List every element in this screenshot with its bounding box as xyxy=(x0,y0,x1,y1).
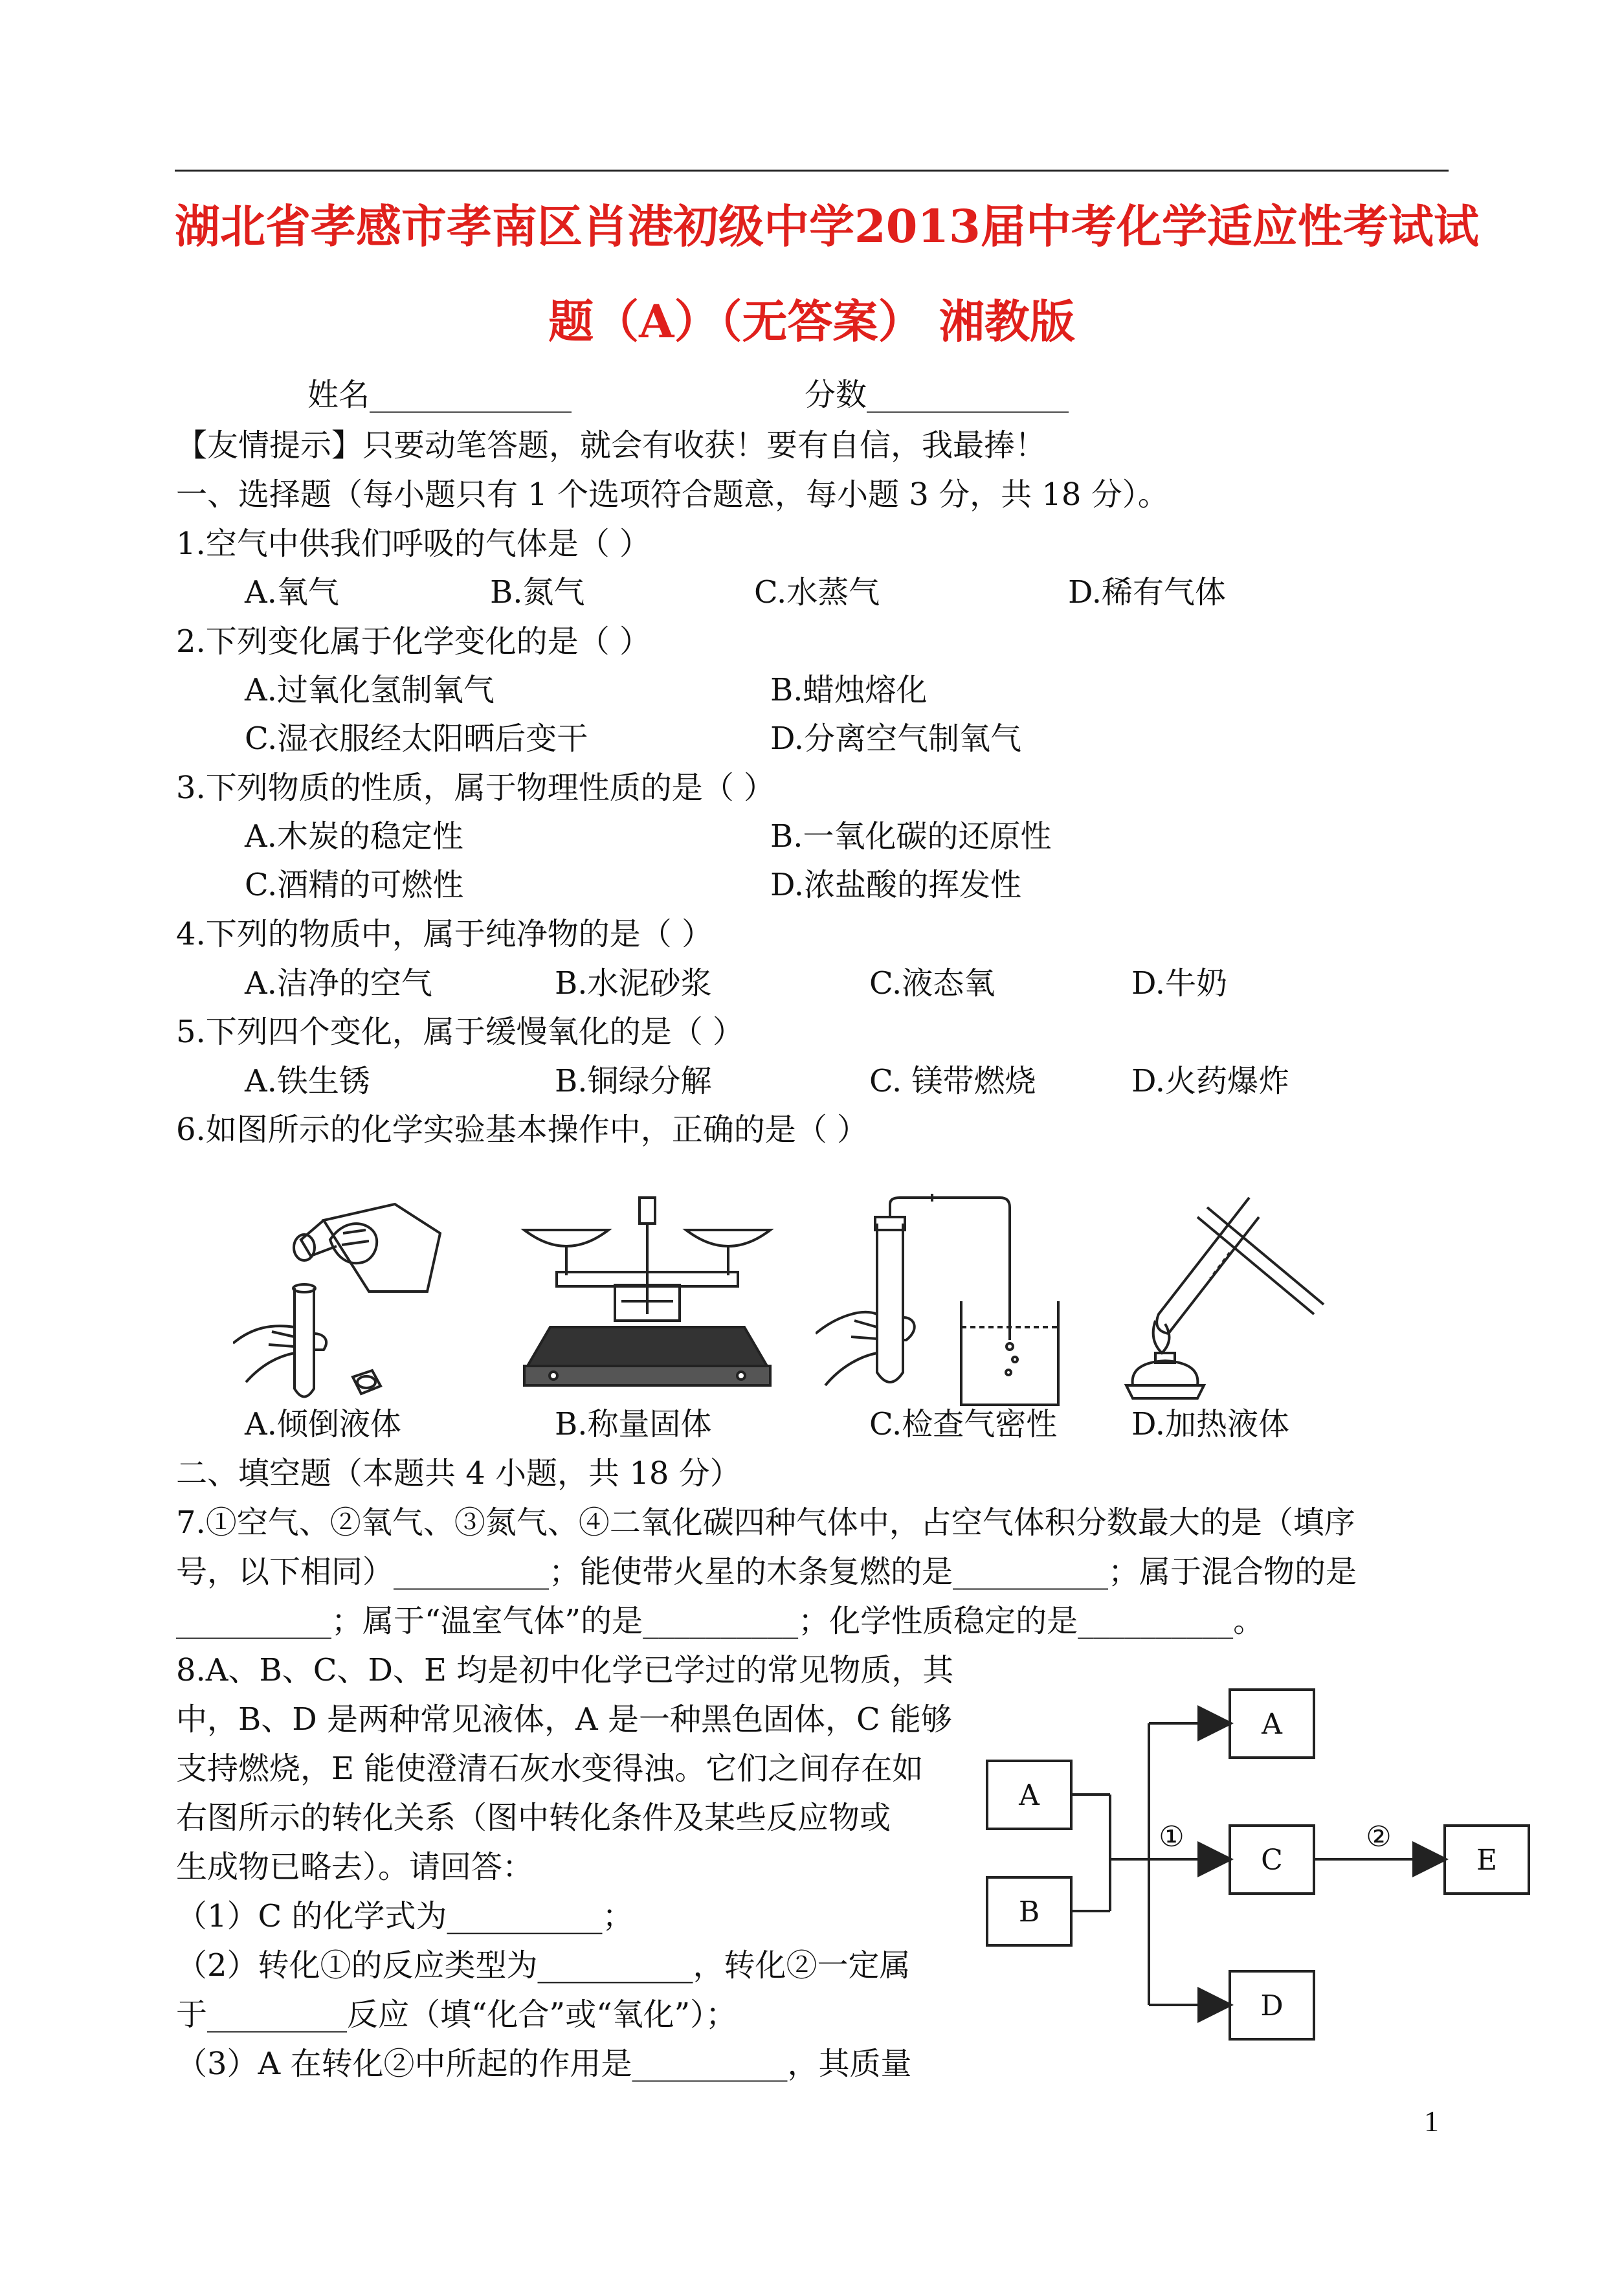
question-8-line: 中，B、D 是两种常见液体，A 是一种黑色固体，C 能够 xyxy=(176,1701,952,1738)
question-7-line3: __________；属于“温室气体”的是__________；化学性质稳定的是__________。 xyxy=(176,1603,1265,1639)
conversion-flow-diagram xyxy=(977,1670,1541,2059)
question-8-part2-cont: 于_________反应（填“化合”或“氧化”）； xyxy=(176,1997,737,2033)
q6-option-a: A.倾倒液体 xyxy=(245,1406,401,1442)
q2-option-d: D.分离空气制氧气 xyxy=(770,721,1022,757)
airtightness-figure xyxy=(816,1191,1062,1411)
q5-option-b: B.铜绿分解 xyxy=(555,1063,712,1099)
q6-option-d: D.加热液体 xyxy=(1131,1406,1290,1442)
label-b-left: B xyxy=(1018,1896,1040,1929)
label-e: E xyxy=(1476,1844,1498,1877)
question-8-line: 生成物已略去）。请回答： xyxy=(176,1849,534,1885)
q2-option-a: A.过氧化氢制氧气 xyxy=(245,672,495,708)
question-8-part1: （1）C 的化学式为__________； xyxy=(176,1898,634,1934)
question-5-stem: 5.下列四个变化，属于缓慢氧化的是（ ） xyxy=(176,1014,744,1050)
section2-heading: 二、填空题（本题共 4 小题，共 18 分） xyxy=(176,1455,741,1492)
q1-option-a: A.氧气 xyxy=(245,574,339,610)
heating-liquid-figure xyxy=(1120,1191,1333,1411)
question-8-line: 右图所示的转化关系（图中转化条件及某些反应物或 xyxy=(176,1800,891,1836)
label-step1: ① xyxy=(1159,1820,1185,1853)
q3-option-d: D.浓盐酸的挥发性 xyxy=(770,867,1022,903)
pouring-liquid-figure xyxy=(233,1194,453,1408)
q2-option-c: C.湿衣服经太阳晒后变干 xyxy=(245,721,588,757)
label-step2: ② xyxy=(1366,1820,1392,1853)
q1-option-d: D.稀有气体 xyxy=(1068,574,1227,610)
score-field[interactable]: 分数_____________ xyxy=(805,377,1069,413)
q4-option-a: A.洁净的空气 xyxy=(245,965,432,1001)
q4-option-d: D.牛奶 xyxy=(1131,965,1228,1001)
q4-option-b: B.水泥砂浆 xyxy=(555,965,712,1001)
friendly-tip: 【友情提示】只要动笔答题，就会有收获！要有自信，我最捧！ xyxy=(176,427,1047,464)
label-c: C xyxy=(1261,1844,1283,1877)
q5-option-a: A.铁生锈 xyxy=(245,1063,370,1099)
q5-option-d: D.火药爆炸 xyxy=(1131,1063,1290,1099)
q3-option-c: C.酒精的可燃性 xyxy=(245,867,464,903)
page-title-line2: 题（A）（无答案） 湘教版 xyxy=(548,295,1075,348)
question-2-stem: 2.下列变化属于化学变化的是（ ） xyxy=(176,623,651,660)
q4-option-c: C.液态氧 xyxy=(869,965,996,1001)
question-3-stem: 3.下列物质的性质，属于物理性质的是（ ） xyxy=(176,770,775,806)
question-7-line2: 号，以下相同）__________；能使带火星的木条复燃的是__________；属于混合物的是 xyxy=(176,1554,1357,1590)
q1-option-c: C.水蒸气 xyxy=(754,574,880,610)
q6-option-c: C.检查气密性 xyxy=(869,1406,1058,1442)
label-a-left: A xyxy=(1019,1779,1040,1812)
question-6-stem: 6.如图所示的化学实验基本操作中，正确的是（ ） xyxy=(176,1112,869,1148)
q1-option-b: B.氮气 xyxy=(490,574,585,610)
page-number: 1 xyxy=(1424,2105,1439,2138)
q3-option-a: A.木炭的稳定性 xyxy=(245,818,463,855)
q5-option-c: C. 镁带燃烧 xyxy=(869,1063,1036,1099)
question-8-part3: （3）A 在转化②中所起的作用是__________，其质量 xyxy=(176,2046,912,2082)
q2-option-b: B.蜡烛熔化 xyxy=(770,672,928,708)
q3-option-b: B.一氧化碳的还原性 xyxy=(770,818,1052,855)
question-7-line1: 7.①空气、②氧气、③氮气、④二氧化碳四种气体中，占空气体积分数最大的是（填序 xyxy=(176,1504,1355,1541)
question-8-part2: （2）转化①的反应类型为__________，转化②一定属 xyxy=(176,1947,911,1984)
question-1-stem: 1.空气中供我们呼吸的气体是（ ） xyxy=(176,526,651,562)
question-4-stem: 4.下列的物质中，属于纯净物的是（ ） xyxy=(176,916,713,952)
balance-figure xyxy=(518,1191,777,1411)
page-title-line1: 湖北省孝感市孝南区肖港初级中学2013届中考化学适应性考试试 xyxy=(175,199,1479,253)
header-rule xyxy=(175,170,1449,172)
label-a-right: A xyxy=(1262,1708,1282,1741)
label-d: D xyxy=(1260,1989,1284,2022)
name-field[interactable]: 姓名_____________ xyxy=(307,377,572,413)
question-8-line: 8.A、B、C、D、E 均是初中化学已学过的常见物质，其 xyxy=(176,1652,954,1688)
section1-heading: 一、选择题（每小题只有 1 个选项符合题意，每小题 3 分，共 18 分）。 xyxy=(176,476,1169,513)
q6-option-b: B.称量固体 xyxy=(555,1406,712,1442)
question-8-line: 支持燃烧，E 能使澄清石灰水变得浊。它们之间存在如 xyxy=(176,1751,924,1787)
